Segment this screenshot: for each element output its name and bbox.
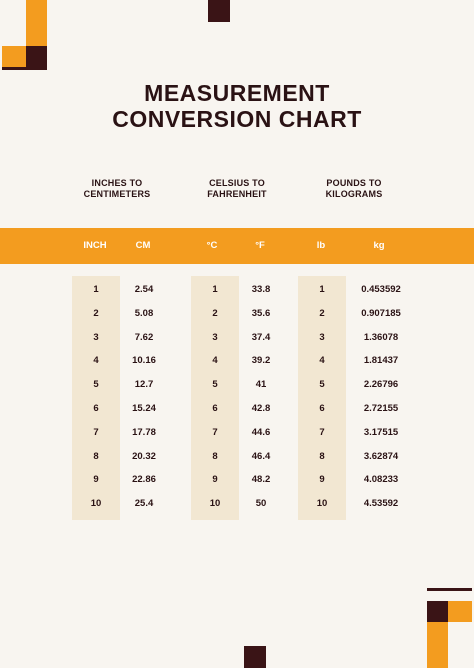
cell-inch: 6 (93, 403, 99, 414)
decor-top-center-dark-square (208, 0, 230, 22)
cell-lb: 1 (319, 284, 325, 295)
cell-kg: 4.08233 (363, 474, 399, 485)
section-heading-line: INCHES TO (91, 178, 143, 188)
cell-cm: 15.24 (132, 403, 156, 414)
cell-lb: 5 (319, 379, 325, 390)
cell-kg: 4.53592 (363, 498, 399, 509)
cell-inch: 7 (93, 427, 99, 438)
cell-fahrenheit: 46.4 (251, 451, 271, 462)
cell-lb: 4 (319, 355, 325, 366)
decor-bottom-center-dark-square (244, 646, 266, 668)
cell-fahrenheit: 44.6 (251, 427, 271, 438)
section-heading-line: FAHRENHEIT (207, 189, 267, 199)
cell-lb: 7 (319, 427, 325, 438)
decor-top-left-orange-square (2, 46, 26, 67)
cell-celsius: 4 (212, 355, 218, 366)
cell-lb: 6 (319, 403, 325, 414)
cell-lb: 10 (316, 498, 328, 509)
title-line-2: CONVERSION CHART (112, 106, 362, 132)
cell-fahrenheit: 50 (255, 498, 267, 509)
column-header-lb: lb (316, 240, 326, 251)
cell-cm: 2.54 (134, 284, 154, 295)
cell-inch: 2 (93, 308, 99, 319)
cell-inch: 9 (93, 474, 99, 485)
page-title (0, 80, 474, 132)
cell-celsius: 1 (212, 284, 218, 295)
cell-fahrenheit: 37.4 (251, 332, 271, 343)
cell-fahrenheit: 48.2 (251, 474, 271, 485)
cell-celsius: 5 (212, 379, 218, 390)
cell-cm: 20.32 (132, 451, 156, 462)
decor-top-left-dark-bar (2, 67, 47, 70)
cell-fahrenheit: 39.2 (251, 355, 271, 366)
section-heading-line: CENTIMETERS (83, 189, 151, 199)
section-heading-celsius-fahrenheit (177, 178, 297, 200)
cell-kg: 0.453592 (361, 284, 401, 295)
section-heading-inches-cm (57, 178, 177, 200)
cell-fahrenheit: 33.8 (251, 284, 271, 295)
decor-top-left-dark-square (26, 46, 47, 67)
section-heading-line: CELSIUS TO (209, 178, 265, 188)
cell-inch: 10 (90, 498, 102, 509)
cell-celsius: 10 (209, 498, 221, 509)
cell-celsius: 3 (212, 332, 218, 343)
cell-cm: 10.16 (132, 355, 156, 366)
column-header-inch: INCH (83, 240, 107, 251)
cell-fahrenheit: 42.8 (251, 403, 271, 414)
cell-inch: 8 (93, 451, 99, 462)
cell-kg: 0.907185 (361, 308, 401, 319)
decor-top-left-orange-block (26, 0, 47, 46)
decor-bottom-right-dark-square (427, 601, 448, 622)
cell-inch: 1 (93, 284, 99, 295)
cell-celsius: 6 (212, 403, 218, 414)
cell-kg: 2.72155 (363, 403, 399, 414)
section-heading-line: KILOGRAMS (325, 189, 383, 199)
decor-bottom-right-orange-block (427, 622, 448, 668)
cell-kg: 1.36078 (363, 332, 399, 343)
cell-inch: 5 (93, 379, 99, 390)
cell-kg: 3.62874 (363, 451, 399, 462)
section-heading-pounds-kg (294, 178, 414, 200)
cell-cm: 5.08 (134, 308, 154, 319)
cell-cm: 7.62 (134, 332, 154, 343)
cell-lb: 3 (319, 332, 325, 343)
cell-inch: 4 (93, 355, 99, 366)
cell-lb: 9 (319, 474, 325, 485)
cell-inch: 3 (93, 332, 99, 343)
decor-bottom-right-orange-square (448, 601, 472, 622)
cell-lb: 2 (319, 308, 325, 319)
cell-celsius: 9 (212, 474, 218, 485)
column-header-cm: CM (135, 240, 151, 251)
cell-celsius: 7 (212, 427, 218, 438)
cell-fahrenheit: 41 (255, 379, 267, 390)
cell-fahrenheit: 35.6 (251, 308, 271, 319)
column-header-fahrenheit: °F (255, 240, 265, 251)
cell-cm: 12.7 (134, 379, 154, 390)
cell-cm: 25.4 (134, 498, 154, 509)
cell-lb: 8 (319, 451, 325, 462)
column-header-kg: kg (373, 240, 385, 251)
section-heading-line: POUNDS TO (326, 178, 382, 188)
cell-kg: 3.17515 (363, 427, 399, 438)
cell-celsius: 8 (212, 451, 218, 462)
cell-cm: 17.78 (132, 427, 156, 438)
column-header-celsius: °C (206, 240, 218, 251)
cell-celsius: 2 (212, 308, 218, 319)
cell-kg: 2.26796 (363, 379, 399, 390)
cell-cm: 22.86 (132, 474, 156, 485)
cell-kg: 1.81437 (363, 355, 399, 366)
decor-bottom-right-dark-bar (427, 588, 472, 591)
title-line-1: MEASUREMENT (144, 80, 330, 106)
